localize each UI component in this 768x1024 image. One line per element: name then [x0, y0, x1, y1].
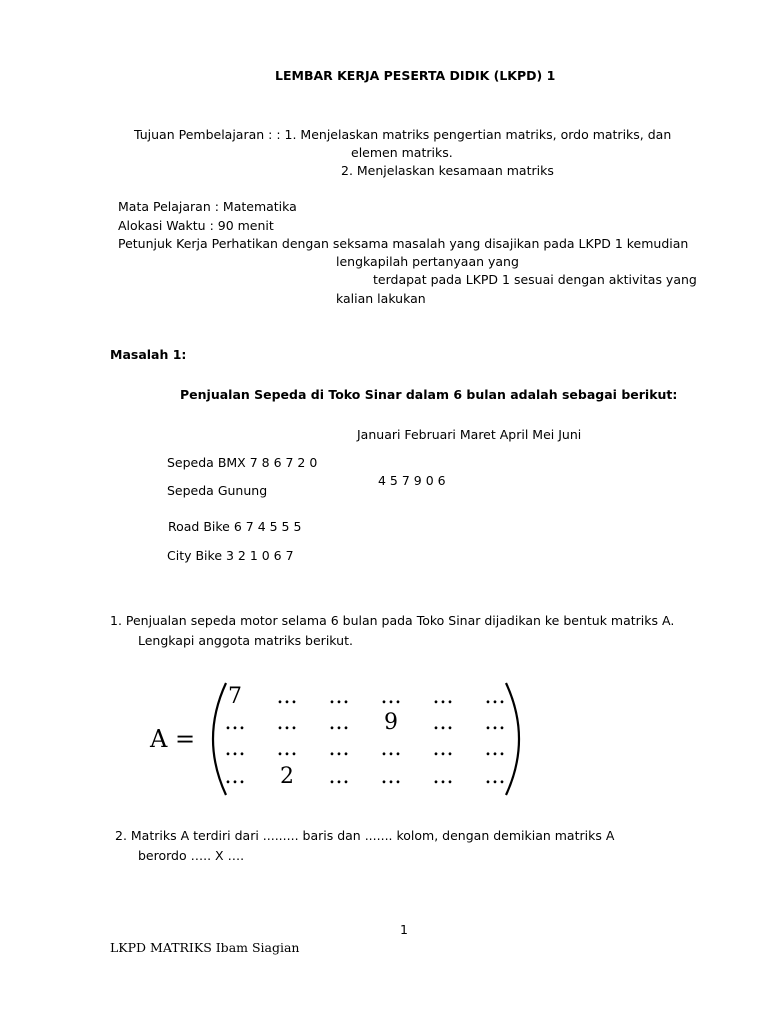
matrix-a	[150, 677, 530, 802]
question-1-line-1: 1. Penjualan sepeda motor selama 6 bulan pada Toko Sinar dijadikan ke bentuk matriks A.	[110, 613, 675, 628]
matrix-cell-r3-c3: ...	[328, 736, 350, 761]
petunjuk-line-4: kalian lakukan	[336, 291, 426, 306]
petunjuk-line-1: Petunjuk Kerja Perhatikan dengan seksama masalah yang disajikan pada LKPD 1 kemudian	[118, 236, 689, 251]
page-title: LEMBAR KERJA PESERTA DIDIK (LKPD) 1	[275, 68, 556, 83]
tujuan-line-1: Tujuan Pembelajaran : : 1. Menjelaskan matriks pengertian matriks, ordo matriks, dan	[134, 127, 672, 142]
alokasi-waktu: Alokasi Waktu : 90 menit	[118, 218, 274, 233]
matrix-cell-r3-c1: ...	[224, 736, 246, 761]
months-header: Januari Februari Maret April Mei Juni	[357, 427, 582, 442]
matrix-cell-r4-c6: ...	[484, 764, 506, 789]
mata-pelajaran: Mata Pelajaran : Matematika	[118, 199, 297, 214]
matrix-cell-r4-c2: 2	[280, 764, 294, 789]
masalah-heading: Masalah 1:	[110, 347, 187, 362]
petunjuk-line-3: terdapat pada LKPD 1 sesuai dengan aktivitas yang	[373, 272, 697, 287]
tujuan-line-2: elemen matriks.	[351, 145, 453, 160]
matrix-cell-r2-c2: ...	[276, 710, 298, 735]
matrix-cell-r3-c4: ...	[380, 736, 402, 761]
matrix-cell-r2-c1: ...	[224, 710, 246, 735]
matrix-cell-r1-c3: ...	[328, 684, 350, 709]
page-number: 1	[400, 922, 408, 937]
matrix-cell-r1-c5: ...	[432, 684, 454, 709]
matrix-cell-r2-c6: ...	[484, 710, 506, 735]
matrix-cell-r1-c4: ...	[380, 684, 402, 709]
matrix-cell-r2-c5: ...	[432, 710, 454, 735]
matrix-cell-r2-c3: ...	[328, 710, 350, 735]
tujuan-line-3: 2. Menjelaskan kesamaan matriks	[341, 163, 554, 178]
matrix-cell-r3-c2: ...	[276, 736, 298, 761]
matrix-cell-r1-c6: ...	[484, 684, 506, 709]
matrix-cell-r4-c1: ...	[224, 764, 246, 789]
matrix-cell-r1-c1: 7	[228, 684, 242, 709]
matrix-cell-r2-c4: 9	[384, 710, 398, 735]
matrix-cell-r4-c3: ...	[328, 764, 350, 789]
question-2-line-1: 2. Matriks A terdiri dari ......... baris dan ....... kolom, dengan demikian matriks A	[115, 828, 615, 843]
matrix-label: A =	[150, 725, 196, 753]
question-2-line-2: berordo ….. X ….	[138, 848, 245, 863]
matrix-cell-r3-c5: ...	[432, 736, 454, 761]
matrix-cell-r1-c2: ...	[276, 684, 298, 709]
row-gunung-values: 4 5 7 9 0 6	[378, 473, 446, 488]
question-1-line-2: Lengkapi anggota matriks berikut.	[138, 633, 353, 648]
row-bmx: Sepeda BMX 7 8 6 7 2 0	[167, 455, 318, 470]
masalah-subtitle: Penjualan Sepeda di Toko Sinar dalam 6 bulan adalah sebagai berikut:	[180, 387, 678, 402]
row-citybike: City Bike 3 2 1 0 6 7	[167, 548, 294, 563]
matrix-cell-r4-c5: ...	[432, 764, 454, 789]
petunjuk-line-2: lengkapilah pertanyaan yang	[336, 254, 519, 269]
row-roadbike: Road Bike 6 7 4 5 5 5	[168, 519, 302, 534]
row-gunung-label: Sepeda Gunung	[167, 483, 268, 498]
footer-text: LKPD MATRIKS Ibam Siagian	[110, 940, 300, 955]
matrix-cell-r4-c4: ...	[380, 764, 402, 789]
matrix-cell-r3-c6: ...	[484, 736, 506, 761]
